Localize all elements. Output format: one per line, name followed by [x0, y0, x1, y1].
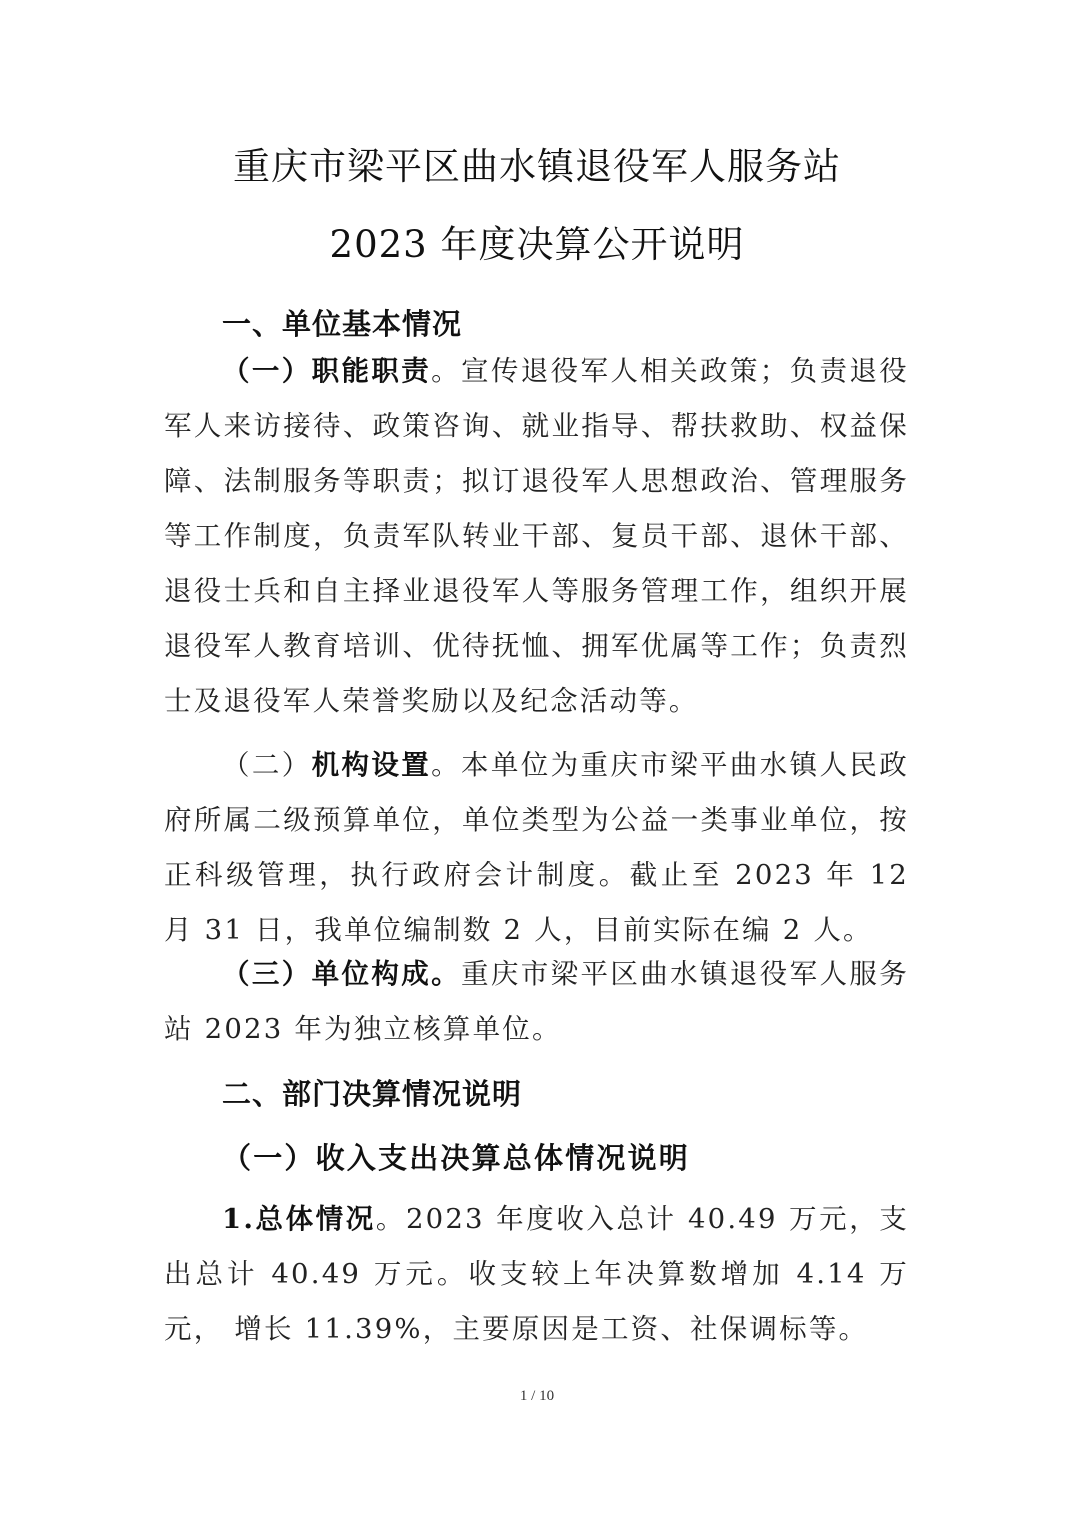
- paragraph-structure-prefix: （二）: [222, 749, 312, 781]
- paragraph-structure-text: 。本单位为重庆市梁平曲水镇人民政府所属二级预算单位，单位类型为公益一类事业单位，按正科级管理，执行政府会计制度。截止至 2023 年 12 月 31 日，我单位编制数 2 人，目前实际在编 2 人。: [164, 749, 909, 946]
- section2-heading: 二、部门决算情况说明: [222, 1077, 523, 1111]
- paragraph-overall-lead: 1.总体情况: [222, 1203, 376, 1235]
- paragraph-overall: [164, 1192, 909, 1357]
- paragraph-composition-lead: （三）单位构成。: [222, 958, 462, 990]
- document-title-line1: 重庆市梁平区曲水镇退役军人服务站: [233, 145, 841, 188]
- paragraph-structure-lead: 机构设置: [311, 749, 432, 781]
- paragraph-composition: [164, 947, 909, 1057]
- paragraph-overall-text: 。2023 年度收入总计 40.49 万元，支出总计 40.49 万元。收支较上年决算数增加 4.14 万元， 增长 11.39%，主要原因是工资、社保调标等。: [164, 1203, 909, 1345]
- paragraph-duties-lead: （一）职能职责: [222, 355, 432, 387]
- paragraph-structure: [164, 738, 909, 958]
- section1-heading: 一、单位基本情况: [222, 307, 463, 341]
- page-number: 1 / 10: [519, 1388, 555, 1404]
- paragraph-duties: [164, 344, 909, 729]
- section2-subheading: （一）收入支出决算总体情况说明: [222, 1141, 691, 1175]
- paragraph-composition-text: 重庆市梁平区曲水镇退役军人服务站 2023 年为独立核算单位。: [164, 958, 909, 1045]
- paragraph-duties-text: 。宣传退役军人相关政策；负责退役军人来访接待、政策咨询、就业指导、帮扶救助、权益保障、法制服务等职责；拟订退役军人思想政治、管理服务等工作制度，负责军队转业干部、复员干部、退休干部、退役士兵和自主择业退役军人等服务管理工作，组织开展退役军人教育培训、优待抚恤、拥军优属等工作；负责烈士及退役军人荣誉奖励以及纪念活动等。: [164, 355, 909, 717]
- document-title-line2: 2023 年度决算公开说明: [329, 223, 745, 266]
